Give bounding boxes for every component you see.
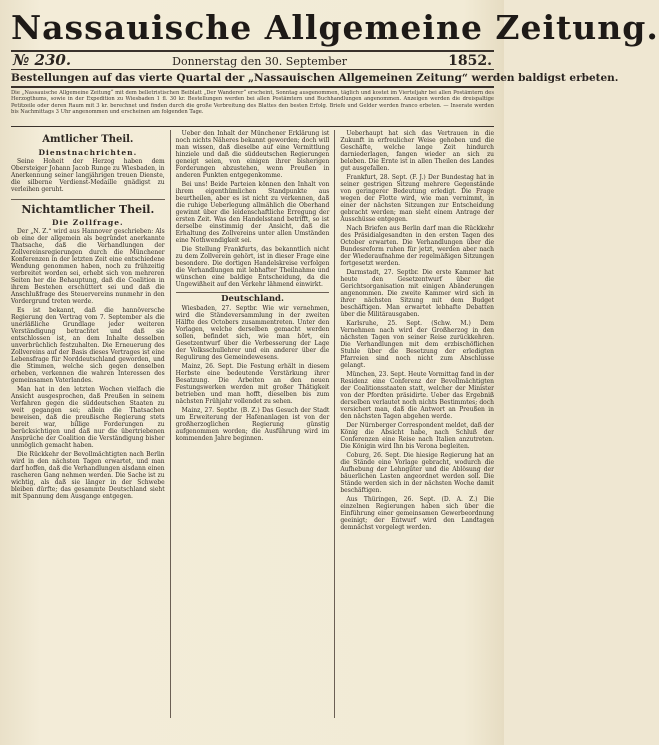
issue-number: № 230. (13, 51, 72, 69)
article-columns (11, 130, 494, 718)
issue-year: 1852. (448, 53, 492, 69)
article-paragraph: Mainz, 27. Septbr. (B. Z.) Das Gesuch der Stadt um Erweiterung der Hafenanlagen ist von der großherzoglichen Regierung günstig aufgenommen worden; die Ausführung wird im kommenden Jahre beginnen. (175, 407, 330, 442)
article-paragraph: Der „N. Z.“ wird aus Hannover geschrieben: Als ob eine der allgemein als begründet anerkannte Thatsache, daß die Verhandlungen der Zollvereinsregierungen durch die Münchener Konferenzen in der letzten Zeit eine entschiedene Wendung genommen haben, noch zu frühzeitig verbreitet worden sei, erhebt sich von mehreren Seiten her die Behauptung, daß die Coalition in ihrem Bestehen erschüttert sei und daß die Anschlußfrage des Steuervereins nunmehr in den Vordergrund treten werde. (11, 228, 165, 305)
article-paragraph: Wiesbaden, 27. Septbr. Wie wir vernehmen, wird die Ständeversammlung in der zweiten Hälfte des Octobers zusammentreten. Unter den Vorlagen, welche derselben gemacht werden sollen, befindet sich, wie man hört, ein Gesetzentwurf über die Verbesserung der Lage der Volksschullehrer und ein anderer über die Regulirung des Gemeindewesens. (175, 305, 330, 361)
article-paragraph: München, 23. Sept. Heute Vormittag fand in der Residenz eine Conferenz der Bevollmächtigten der Coalitionsstaaten statt, welcher der Minister von der Pfordten präsidirte. Ueber das Ergebniß derselben verlautet noch nichts Bestimmtes; doch versichert man, daß die Antwort an Preußen in den nächsten Tagen abgehen werde. (340, 371, 495, 420)
subscription-banner: Bestellungen auf das vierte Quartal der „Nassauischen Allgemeinen Zeitung“ werden baldigst erbeten. (11, 70, 494, 88)
issue-date: Donnerstag den 30. September (172, 55, 348, 68)
article-paragraph: Frankfurt, 28. Sept. (F. J.) Der Bundestag hat in seiner gestrigen Sitzung mehrere Gegenstände von geringerer Bedeutung erledigt. Die Frage wegen der Flotte wird, wie man vernimmt, in einer der nächsten Sitzungen zur Entscheidung gebracht werden; man sieht einem Antrage der Ausschüsse entgegen. (340, 174, 495, 223)
germany-section-heading: Deutschland. (176, 292, 330, 303)
official-section-heading: Amtlicher Theil. (42, 134, 134, 145)
article-paragraph: Darmstadt, 27. Septbr. Die erste Kammer hat heute den Gesetzentwurf über die Gerichtsorganisation mit einigen Abänderungen angenommen. Die zweite Kammer wird sich in ihrer nächsten Sitzung mit dem Budget beschäftigen. Man erwartet lebhafte Debatten über die Militärausgaben. (340, 269, 495, 318)
article-paragraph: Aus Thüringen, 26. Sept. (D. A. Z.) Die einzelnen Regierungen haben sich über die Einführung einer gemeinsamen Gewerbeordnung geeinigt; der Entwurf wird den Landtagen demnächst vorgelegt werden. (340, 496, 495, 531)
customs-question-heading: Die Zollfrage. (52, 218, 124, 227)
article-paragraph: Ueberhaupt hat sich das Vertrauen in die Zukunft in erfreulicher Weise gehoben und die Geschäfte, welche lange Zeit hindurch darniederlagen, fangen wieder an sich zu beleben. Die Ernte ist in allen Theilen des Landes gut ausgefallen. (340, 130, 495, 172)
article-paragraph: Nach Briefen aus Berlin darf man die Rückkehr des Präsidialgesandten in den ersten Tagen des October erwarten. Die Verhandlungen über die Bundesreform ruhen für jetzt, werden aber nach der Wiederaufnahme der regelmäßigen Sitzungen fortgesetzt werden. (340, 225, 495, 267)
article-paragraph: Die Rückkehr der Bevollmächtigten nach Berlin wird in den nächsten Tagen erwartet, und man darf hoffen, daß die Verhandlungen alsdann einen rascheren Gang nehmen werden. Die Sache ist zu wichtig, als daß sie länger in der Schwebe bleiben dürfte; das gesammte Deutschland sieht mit Spannung dem Ausgange entgegen. (11, 451, 165, 500)
column-1 (11, 130, 165, 718)
article-paragraph: Der Nürnberger Correspondent meldet, daß der König die Absicht habe, nach Schluß der Conferenzen eine Reise nach Italien anzutreten. Die Königin wird Ihn bis Verona begleiten. (340, 422, 495, 450)
masthead-title: Nassauische Allgemeine Zeitung. (11, 8, 659, 47)
nonofficial-section-heading: Nichtamtlicher Theil. (11, 199, 165, 216)
article-paragraph: Die Stellung Frankfurts, das bekanntlich nicht zu dem Zollverein gehört, ist in dieser Frage eine besondere. Die dortigen Handelskreise verfolgen die Verhandlungen mit lebhafter Theilnahme und wünschen eine baldige Entscheidung, da die Ungewißheit auf den Verkehr lähmend einwirkt. (175, 246, 330, 288)
dateline (11, 50, 494, 70)
publisher-notice: Die „Nassauische Allgemeine Zeitung“ mit dem belletristischen Beiblatt „Der Wanderer“ erscheint, Sonntag ausgenommen, täglich und kostet im Vierteljahr bei allen Postämtern des Herzogthums, sowie in der Expedition zu Wiesbaden 1 fl. 30 kr. Bestellungen werden bei allen Postämtern und Buchhandlungen angenommen. Anzeigen werden die dreispaltige Petitzeile oder deren Raum mit 3 kr. berechnet und finden durch die große Verbreitung des Blattes den besten Erfolg. Briefe und Gelder werden franco erbeten. — Inserate werden bis Nachmittags 3 Uhr angenommen und erscheinen am folgenden Tage. (11, 88, 494, 127)
service-news-text: Seine Hoheit der Herzog haben dem Obersteiger Johann Jacob Runge zu Wiesbaden, in Anerkennung seiner langjährigen treuen Dienste, die silberne Verdienst-Medaille gnädigst zu verleihen geruht. (11, 158, 165, 193)
column-2 (170, 130, 330, 718)
article-paragraph: Ueber den Inhalt der Münchener Erklärung ist noch nichts Näheres bekannt geworden; doch will man wissen, daß dieselbe auf eine Vermittlung hinziele und daß die süddeutschen Regierungen geneigt seien, von einigen ihrer bisherigen Forderungen abzustehen, wenn Preußen in anderen Punkten entgegenkomme. (175, 130, 330, 179)
column-3 (334, 130, 494, 718)
article-paragraph: Es ist bekannt, daß die hannöversche Regierung den Vertrag vom 7. September als die unerläßliche Grundlage jeder weiteren Verständigung betrachtet und daß sie entschlossen ist, an dem Inhalte desselben unverbrüchlich festzuhalten. Die Erneuerung des Zollvereins auf der Basis dieses Vertrages ist eine Lebensfrage für Norddeutschland geworden, und die Stimmen, welche sich gegen denselben erheben, verkennen die wahren Interessen des gemeinsamen Vaterlandes. (11, 307, 165, 384)
article-paragraph: Bei uns! Beide Parteien können den Inhalt von ihrem eigenthümlichen Standpunkte aus beurtheilen, aber es ist nicht zu verkennen, daß die ruhige Ueberlegung allmählich die Oberhand gewinnt über die leidenschaftliche Erregung der ersten Zeit. Was den Handelsstand betrifft, so ist derselbe einstimmig der Ansicht, daß die Erhaltung des Zollvereins unter allen Umständen eine Nothwendigkeit sei. (175, 181, 330, 244)
article-paragraph: Mainz, 26. Sept. Die Festung erhält in diesem Herbste eine bedeutende Verstärkung ihrer Besatzung. Die Arbeiten an den neuen Festungswerken werden mit großer Thätigkeit betrieben und man hofft, dieselben bis zum nächsten Frühjahr vollendet zu sehen. (175, 363, 330, 405)
service-news-heading: Dienstnachrichten. (38, 148, 138, 157)
article-paragraph: Karlsruhe, 25. Sept. (Schw. M.) Dem Vernehmen nach wird der Großherzog in den nächsten Tagen von seiner Reise zurückkehren. Die Verhandlungen mit dem erzbischöflichen Stuhle über die Besetzung der erledigten Pfarreien sind noch nicht zum Abschlusse gelangt. (340, 320, 495, 369)
article-paragraph: Coburg, 26. Sept. Die hiesige Regierung hat an die Stände eine Vorlage gebracht, wodurch die Aufhebung der Lehngüter und die Ablösung der bäuerlichen Lasten angeordnet werden soll. Die Stände werden sich in der nächsten Woche damit beschäftigen. (340, 452, 495, 494)
article-paragraph: Man hat in den letzten Wochen vielfach die Ansicht ausgesprochen, daß Preußen in seinem Verfahren gegen die süddeutschen Staaten zu weit gegangen sei; allein die Thatsachen beweisen, daß die preußische Regierung stets bereit war, billige Forderungen zu berücksichtigen und daß nur die übertriebenen Ansprüche der Coalition die Verständigung bisher unmöglich gemacht haben. (11, 386, 165, 449)
